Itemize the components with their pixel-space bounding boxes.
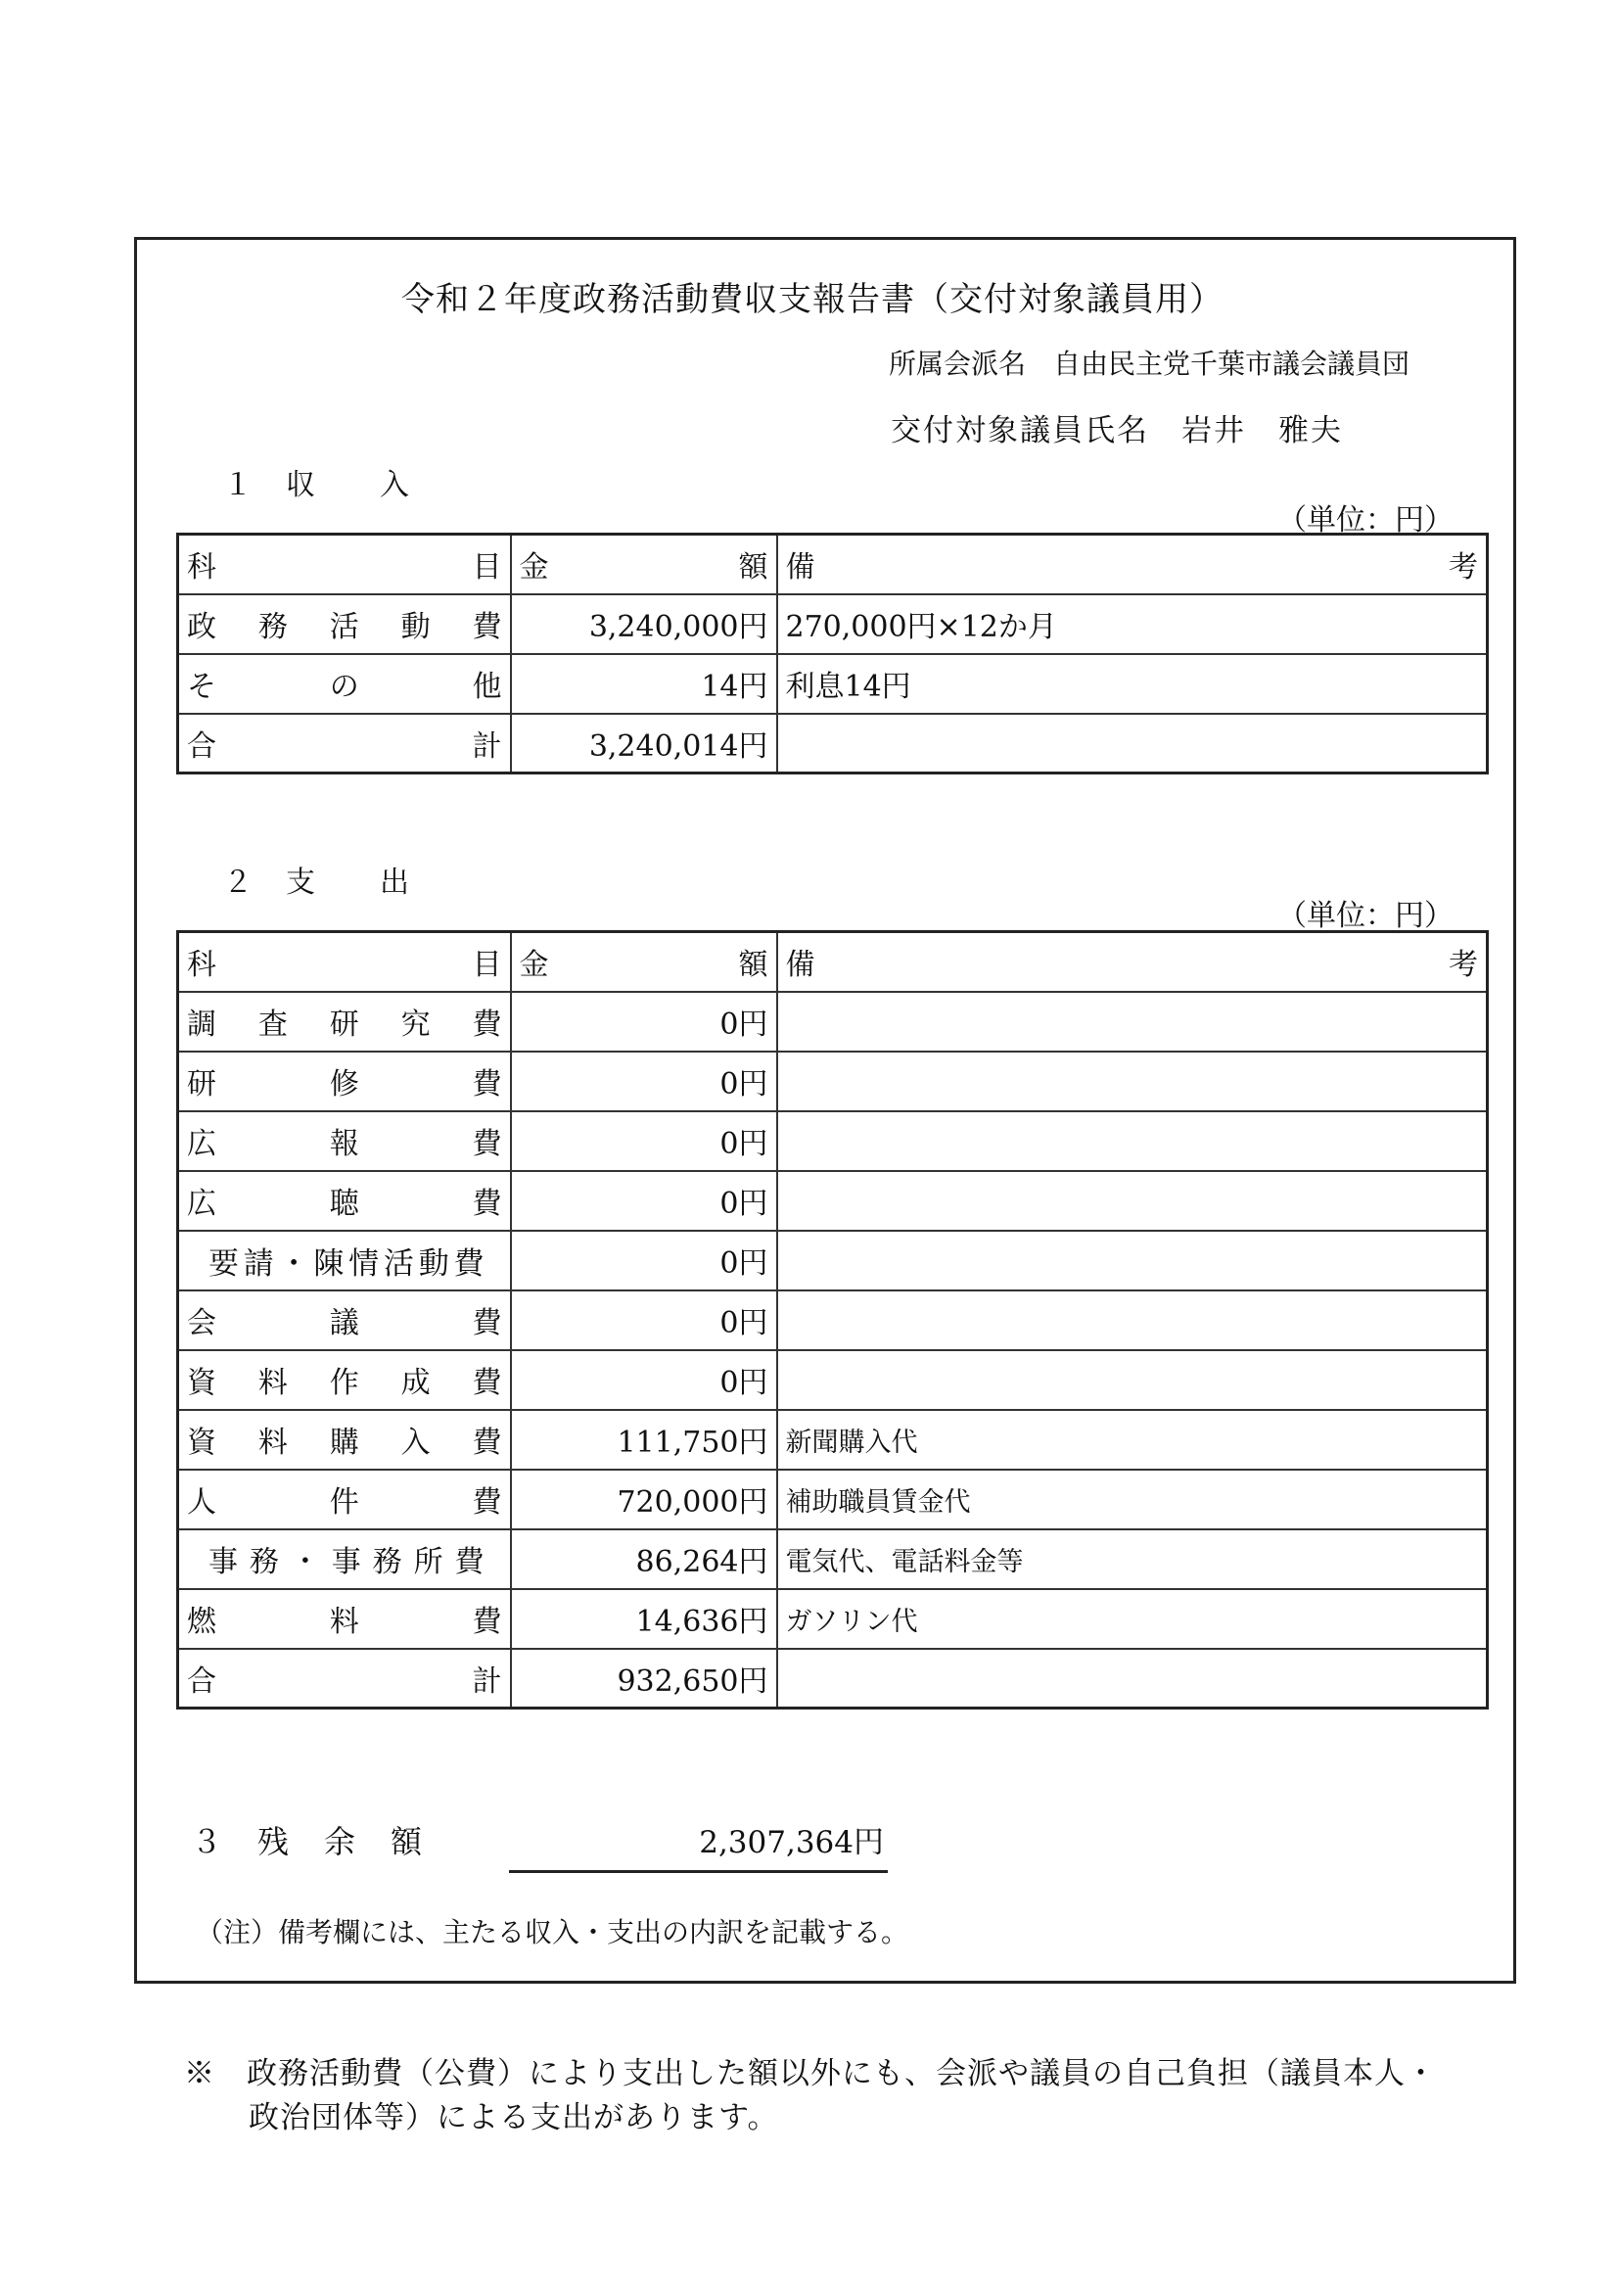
expense-table — [176, 930, 1489, 1710]
row-note — [777, 1350, 1488, 1410]
row-item: その他 — [178, 654, 511, 714]
row-amount: 86,264円 — [511, 1529, 777, 1589]
report-title: 令和２年度政務活動費収支報告書（交付対象議員用） — [401, 280, 1224, 319]
row-item: 資料作成費 — [178, 1350, 511, 1410]
row-note: ガソリン代 — [777, 1589, 1488, 1649]
row-note — [777, 1111, 1488, 1171]
expense-heading: ２ 支 出 — [223, 866, 411, 900]
affiliation-line: 所属会派名 自由民主党千葉市議会議員団 — [889, 348, 1410, 380]
row-amount: 111,750円 — [511, 1410, 777, 1470]
row-amount: 0円 — [511, 1052, 777, 1111]
row-note: 新聞購入代 — [777, 1410, 1488, 1470]
row-item: 会議費 — [178, 1290, 511, 1350]
header-note: 備考 — [777, 932, 1488, 992]
row-amount: 14円 — [511, 654, 777, 714]
row-item: 燃料費 — [178, 1589, 511, 1649]
table-row — [178, 1052, 1488, 1111]
row-amount: 0円 — [511, 1111, 777, 1171]
row-note — [777, 1171, 1488, 1231]
row-note: 電気代、電話料金等 — [777, 1529, 1488, 1589]
table-row — [178, 1290, 1488, 1350]
header-amount: 金額 — [511, 535, 777, 594]
row-item: 研修費 — [178, 1052, 511, 1111]
table-row — [178, 714, 1488, 773]
footer-note-line-1: ※ 政務活動費（公費）により支出した額以外にも、会派や議員の自己負担（議員本人・ — [184, 2056, 1437, 2091]
row-item: 調査研究費 — [178, 992, 511, 1052]
row-note: 補助職員賃金代 — [777, 1470, 1488, 1529]
row-amount: 720,000円 — [511, 1470, 777, 1529]
table-row — [178, 654, 1488, 714]
balance-label: ３ 残 余 額 — [191, 1823, 425, 1860]
header-item: 科目 — [178, 535, 511, 594]
table-row — [178, 1649, 1488, 1709]
table-row — [178, 1529, 1488, 1589]
table-row — [178, 1111, 1488, 1171]
row-note — [777, 1290, 1488, 1350]
table-row — [178, 1350, 1488, 1410]
row-amount: 0円 — [511, 1171, 777, 1231]
table-row — [178, 1410, 1488, 1470]
expense-unit-label: （単位：円） — [1277, 899, 1454, 933]
row-amount: 932,650円 — [511, 1649, 777, 1709]
header-item: 科目 — [178, 932, 511, 992]
row-item: 要請・陳情活動費 — [178, 1231, 511, 1290]
row-amount: 0円 — [511, 1231, 777, 1290]
row-amount: 0円 — [511, 1290, 777, 1350]
table-row — [178, 992, 1488, 1052]
table-row — [178, 1171, 1488, 1231]
row-note — [777, 1052, 1488, 1111]
row-item: 人件費 — [178, 1470, 511, 1529]
member-name-line: 交付対象議員氏名 岩井 雅夫 — [891, 413, 1343, 448]
income-table — [176, 533, 1489, 774]
table-row — [178, 1231, 1488, 1290]
row-item: 広報費 — [178, 1111, 511, 1171]
row-amount: 0円 — [511, 992, 777, 1052]
table-row — [178, 1470, 1488, 1529]
row-note: 利息14円 — [777, 654, 1488, 714]
row-note: 270,000円×12か月 — [777, 594, 1488, 654]
row-note — [777, 714, 1488, 773]
row-amount: 0円 — [511, 1350, 777, 1410]
table-row — [178, 594, 1488, 654]
income-header-row — [178, 535, 1488, 594]
row-item: 合計 — [178, 1649, 511, 1709]
remarks-note: （注）備考欄には、主たる収入・支出の内訳を記載する。 — [196, 1916, 909, 1948]
table-row — [178, 1589, 1488, 1649]
balance-value: 2,307,364円 — [699, 1825, 884, 1860]
footer-note-line-2: 政治団体等）による支出があります。 — [249, 2100, 779, 2135]
row-item: 資料購入費 — [178, 1410, 511, 1470]
row-item: 事務・事務所費 — [178, 1529, 511, 1589]
income-heading: １ 収 入 — [223, 468, 411, 502]
expense-header-row — [178, 932, 1488, 992]
balance-underline — [509, 1870, 888, 1873]
row-note — [777, 1231, 1488, 1290]
row-item: 合計 — [178, 714, 511, 773]
row-amount: 3,240,000円 — [511, 594, 777, 654]
row-item: 政務活動費 — [178, 594, 511, 654]
row-amount: 3,240,014円 — [511, 714, 777, 773]
income-unit-label: （単位：円） — [1277, 503, 1454, 538]
header-amount: 金額 — [511, 932, 777, 992]
row-note — [777, 992, 1488, 1052]
row-amount: 14,636円 — [511, 1589, 777, 1649]
row-item: 広聴費 — [178, 1171, 511, 1231]
row-note — [777, 1649, 1488, 1709]
header-note: 備考 — [777, 535, 1488, 594]
